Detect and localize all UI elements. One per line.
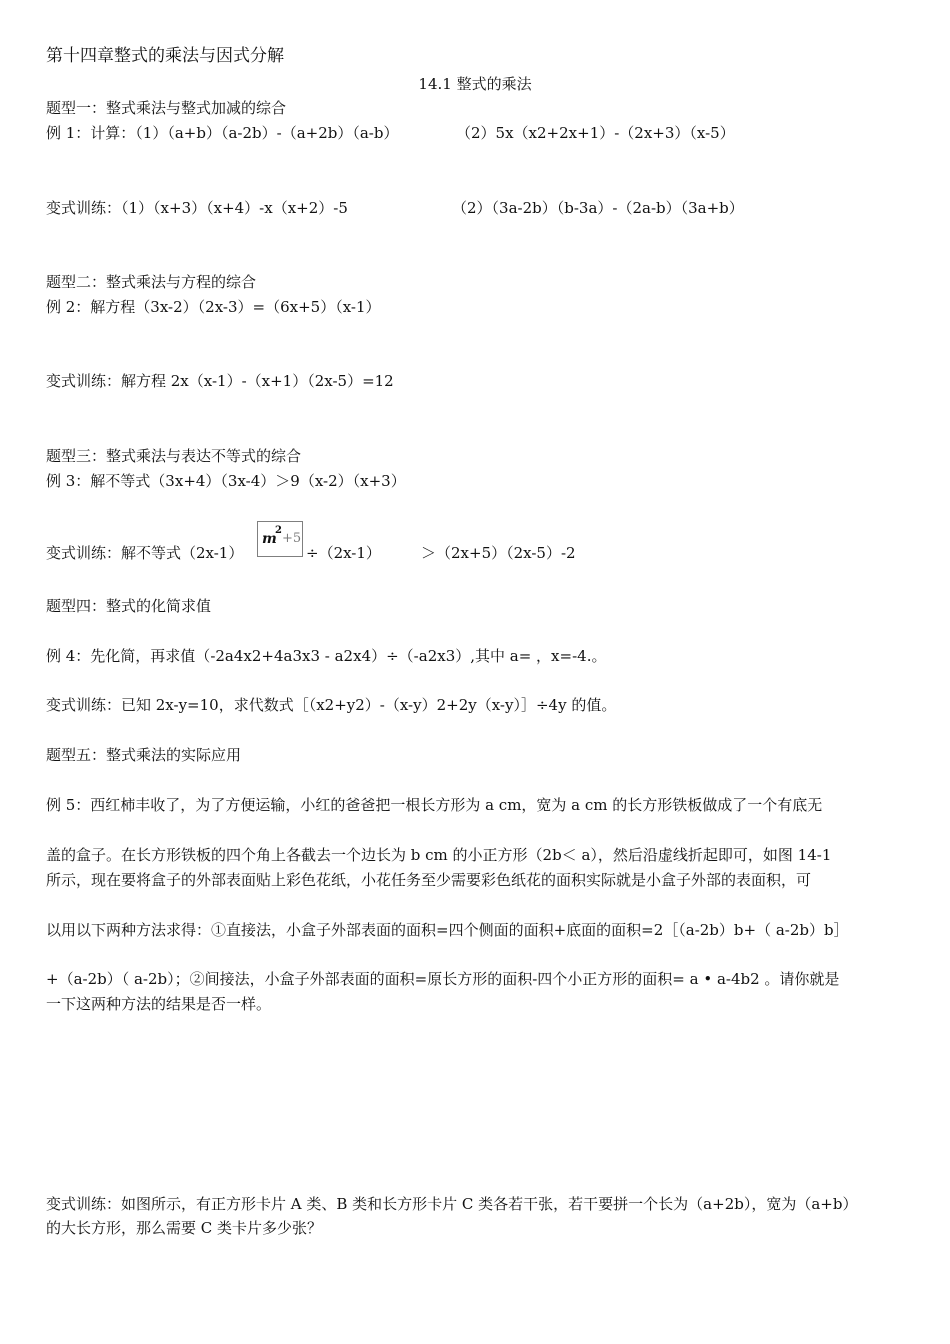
type5-heading: 题型五：整式乘法的实际应用 [46,746,242,764]
practice5-line2: 的大长方形，那么需要 C 类卡片多少张？ [46,1219,323,1237]
example5-line2: 盖的盒子。在长方形铁板的四个角上各截去一个边长为 b cm 的小正方形（2b＜ a），然后沿虚线折起即可，如图 14-1 [46,846,832,864]
formula-rest: +5 [282,531,302,546]
practice1-part2: （2）（3a-2b）（b-3a）-（2a-b）（3a+b） [452,199,744,217]
practice1-part1: 变式训练：（1）（x+3）（x+4）-x（x+2）-5 [46,199,348,217]
example5-line3: 所示，现在要将盒子的外部表面贴上彩色花纸，小花任务至少需要彩色纸花的面积实际就是小盒子外部的表面积，可 [46,871,812,889]
type1-heading: 题型一：整式乘法与整式加减的综合 [46,99,287,117]
example3: 例 3：解不等式（3x+4）（3x-4）＞9（x-2）（x+3） [46,472,406,490]
type3-heading: 题型三：整式乘法与表达不等式的综合 [46,447,302,465]
formula-m: m [262,531,277,547]
formula-image [257,521,303,557]
example5-line6: 一下这两种方法的结果是否一样。 [46,995,272,1013]
practice3-middle: ÷（2x-1） [306,544,381,562]
type4-heading: 题型四：整式的化简求值 [46,597,212,615]
formula-exponent: 2 [275,525,282,536]
practice3-tail: ＞（2x+5）（2x-5）-2 [421,544,576,562]
practice5-line1: 变式训练：如图所示，有正方形卡片 A 类、B 类和长方形卡片 C 类各若干张，若干要拼一个长为（a+2b），宽为（a+b） [46,1195,858,1213]
type2-heading: 题型二：整式乘法与方程的综合 [46,273,257,291]
example1-part2: （2）5x（x2+2x+1）-（2x+3）（x-5） [456,124,735,142]
section-title: 14.1 整式的乘法 [418,75,532,93]
example5-line5: +（a-2b）（ a-2b）；②间接法，小盒子外部表面的面积=原长方形的面积-四个小正方形的面积= a • a-4b2 。请你就是 [46,970,840,988]
example5-line4: 以用以下两种方法求得：①直接法，小盒子外部表面的面积=四个侧面的面积+底面的面积=2［（a-2b）b+（ a-2b）b］ [46,921,849,939]
practice4: 变式训练：已知 2x-y=10，求代数式［（x2+y2）-（x-y）2+2y（x-y）］÷4y 的值。 [46,696,617,714]
example1-part1: 例 1：计算：（1）（a+b）（a-2b）-（a+2b）（a-b） [46,124,399,142]
practice3-lead: 变式训练：解不等式（2x-1） [46,544,244,562]
example4: 例 4：先化简，再求值（-2a4x2+4a3x3 - a2x4）÷（-a2x3）,其中 a= ，x=-4.。 [46,647,607,665]
example2: 例 2：解方程（3x-2）（2x-3）=（6x+5）（x-1） [46,298,381,316]
example5-line1: 例 5：西红柿丰收了，为了方便运输，小红的爸爸把一根长方形为 a cm，宽为 a cm 的长方形铁板做成了一个有底无 [46,796,823,814]
chapter-title: 第十四章整式的乘法与因式分解 [46,46,284,66]
practice2: 变式训练：解方程 2x（x-1）-（x+1）（2x-5）=12 [46,372,394,390]
